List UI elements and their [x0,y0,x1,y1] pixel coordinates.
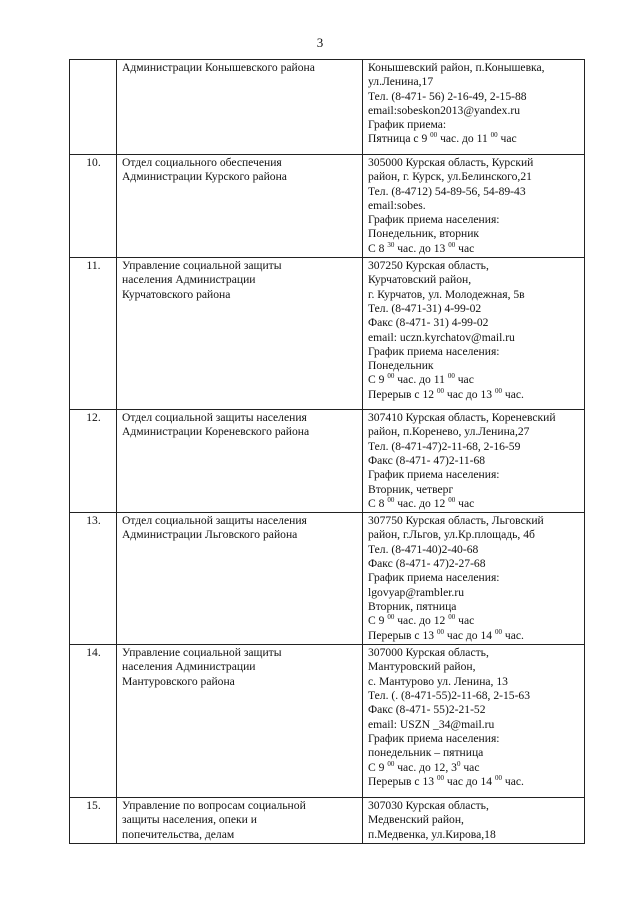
contact-info-line: понедельник – пятница [368,746,484,760]
superscript-minutes: 0 [456,759,461,768]
department-name [117,798,363,844]
contact-info-line: Медвенский район, [368,813,464,827]
contact-info-line: 307030 Курская область, [368,799,489,813]
superscript-minutes: 00 [447,372,455,381]
department-name-line: Отдел социальной защиты населения [122,514,307,528]
superscript-minutes: 00 [430,131,438,140]
superscript-minutes: 00 [436,773,444,782]
table-row [70,60,585,155]
contact-info-line: С 8 $^{30}$ час. до 13 $^{00}$ час [368,240,475,255]
contact-info-line: Пятница с 9 $^{00}$ час. до 11 $^{00}$ час [368,131,517,146]
department-name-line: Администрации Льговского района [122,528,298,542]
department-name-line: защиты населения, опеки и [122,813,257,827]
contact-info-line: С 9 $^{00}$ час. до 11 $^{00}$ час [368,372,474,387]
superscript-minutes: 00 [436,386,444,395]
contact-info-line: Вторник, пятница [368,599,457,613]
contact-info-line: 307250 Курская область, [368,259,489,273]
department-name-line: населения Администрации [122,273,256,287]
row-number: 10. [70,155,117,258]
contact-info-line: Тел. (8-471-31) 4-99-02 [368,301,482,315]
table-row [70,798,585,844]
contact-info-line: п.Медвенка, ул.Кирова,18 [368,827,496,841]
department-name-line: Управление социальной защиты [122,259,282,273]
row-number [70,60,117,155]
contact-info-line: С 9 $^{00}$ час. до 12 $^{00}$ час [368,613,475,628]
contact-info-line: График приема населения: [368,468,500,482]
contact-info-line: Понедельник, вторник [368,227,480,241]
contact-info-line: Тел. (8-471- 56) 2-16-49, 2-15-88 [368,89,527,103]
contact-info-line: Факс (8-471- 47)2-11-68 [368,453,486,467]
contact-info-line: Тел. (8-471-40)2-40-68 [368,542,479,556]
department-name-line: Курчатовского района [122,287,231,301]
contact-info-line: Мантуровский район, [368,660,476,674]
department-name [117,513,363,645]
superscript-minutes: 00 [494,773,502,782]
contact-info-line: 307750 Курская область, Льговский [368,514,544,528]
superscript-minutes: 00 [448,240,456,249]
superscript-minutes: 00 [436,627,444,636]
contact-info-line: График приема населения: [368,731,500,745]
department-name-line: населения Администрации [122,660,256,674]
contact-info-line: Тел. (8-4712) 54-89-56, 54-89-43 [368,184,526,198]
contact-info-line: Факс (8-471- 47)2-27-68 [368,557,486,571]
superscript-minutes: 30 [387,240,395,249]
contact-info [363,798,585,844]
contact-info [363,410,585,513]
department-name [117,155,363,258]
superscript-minutes: 00 [494,627,502,636]
superscript-minutes: 00 [490,131,498,140]
row-number: 11. [70,258,117,410]
contact-info-line: 307410 Курская область, Кореневский [368,411,556,425]
contact-info-line: С 8 $^{00}$ час. до 12 $^{00}$ час [368,495,475,510]
contact-info-line: г. Курчатов, ул. Молодежная, 5в [368,287,525,301]
table-row [70,155,585,258]
department-name-line: Администрации Кореневского района [122,425,310,439]
contact-info-line: Факс (8-471- 31) 4-99-02 [368,316,489,330]
row-number: 14. [70,645,117,798]
contact-info-line: График приема населения: [368,213,500,227]
contact-info-line: Перерыв с 12 $^{00}$ час до 13 $^{00}$ час. [368,386,524,401]
contact-info-line: Тел. (. (8-471-55)2-11-68, 2-15-63 [368,689,531,703]
contact-info-line: 307000 Курская область, [368,646,489,660]
department-name-line: Администрации Конышевского района [122,61,315,74]
table-row [70,410,585,513]
contact-info-line: ул.Ленина,17 [368,75,434,89]
department-name [117,645,363,798]
email-line: email:sobeskon2013@yandex.ru [368,103,521,117]
department-name-line: Отдел социальной защиты населения [122,411,307,425]
contact-info-line: Понедельник [368,359,434,373]
contact-info [363,60,585,155]
department-name-line: Мантуровского района [122,674,235,688]
contact-info [363,513,585,645]
email-line: email: uczn.kyrchatov@mail.ru [368,330,515,344]
department-name [117,60,363,155]
contact-info-line: График приема населения: [368,571,500,585]
contact-info-line: Конышевский район, п.Конышевка, [368,61,545,74]
superscript-minutes: 00 [387,613,395,622]
contact-info-line: район, п.Коренево, ул.Ленина,27 [368,425,530,439]
department-name-line: Управление социальной защиты [122,646,282,660]
contact-info-line: График приема населения: [368,344,500,358]
department-name [117,410,363,513]
department-name [117,258,363,410]
table-row [70,645,585,798]
contact-info [363,645,585,798]
row-number: 15. [70,798,117,844]
email-line: email: USZN _34@mail.ru [368,717,495,731]
contact-info-line: Курчатовский район, [368,273,472,287]
page-number: 3 [316,35,324,50]
contact-info-line: 305000 Курская область, Курский [368,156,534,169]
contact-info-line: Перерыв с 13 $^{00}$ час до 14 $^{00}$ час. [368,773,524,788]
row-number: 12. [70,410,117,513]
department-name-line: Администрации Курского района [122,170,287,184]
contact-info-line: Факс (8-471- 55)2-21-52 [368,703,486,717]
superscript-minutes: 00 [387,372,395,381]
contact-info-line: район, г.Льгов, ул.Кр.площадь, 4б [368,528,535,542]
contact-info-line: email:sobes. [368,198,426,212]
superscript-minutes: 00 [448,613,456,622]
contact-info-line: Вторник, четверг [368,482,454,496]
contact-info-line: Тел. (8-471-47)2-11-68, 2-16-59 [368,439,521,453]
department-name-line: Отдел социального обеспечения [122,156,282,169]
department-name-line: Управление по вопросам социальной [122,799,306,813]
superscript-minutes: 00 [494,386,502,395]
contact-info-line: район, г. Курск, ул.Белинского,21 [368,170,532,184]
table-body [70,60,585,844]
superscript-minutes: 00 [448,495,456,504]
table-row [70,258,585,410]
superscript-minutes: 00 [387,759,395,768]
row-number: 13. [70,513,117,645]
contact-info-line: График приема: [368,118,447,132]
contact-info-line: Перерыв с 13 $^{00}$ час до 14 $^{00}$ час. [368,627,524,642]
departments-table [69,59,585,844]
contact-info-line: С 9 $^{00}$ час. до 12, $3^0$ час [368,759,480,774]
contact-info [363,155,585,258]
email-line: lgovyap@rambler.ru [368,585,464,599]
department-name-line: попечительства, делам [122,827,235,841]
superscript-minutes: 00 [387,495,395,504]
table-row [70,513,585,645]
contact-info [363,258,585,410]
contact-info-line: с. Мантурово ул. Ленина, 13 [368,674,508,688]
